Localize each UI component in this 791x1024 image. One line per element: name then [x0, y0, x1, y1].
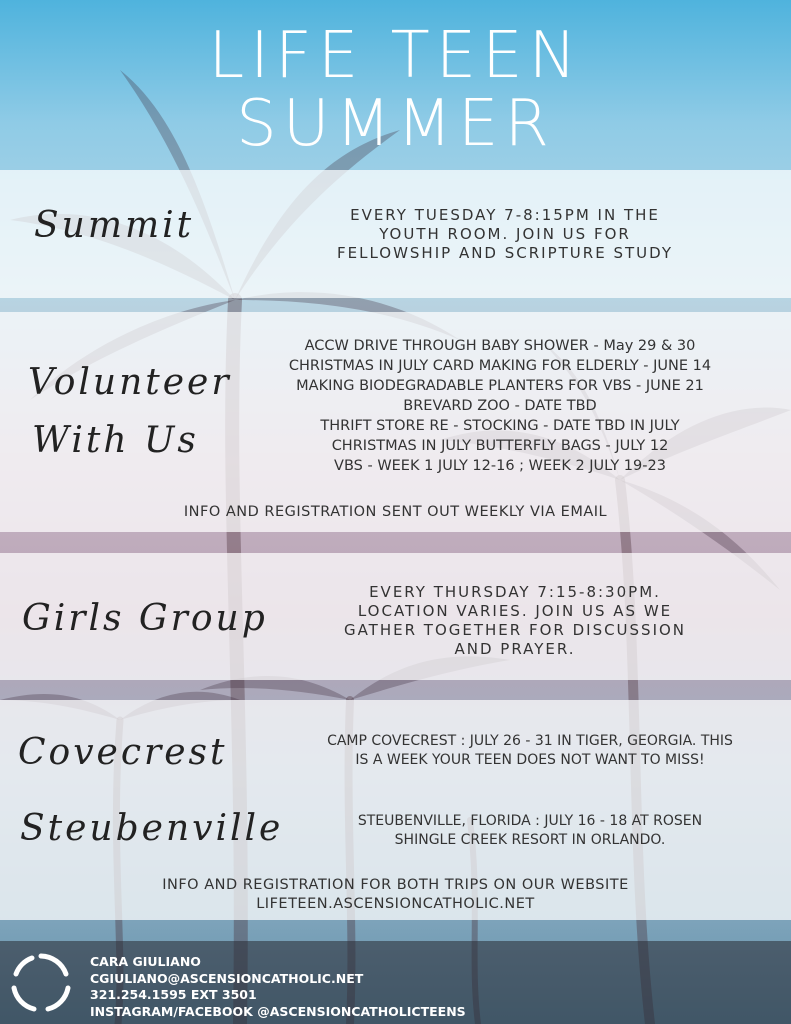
- volunteer-heading-line-2: With Us: [32, 420, 199, 461]
- life-teen-logo-icon: [8, 950, 74, 1016]
- trips-note-line: INFO AND REGISTRATION FOR BOTH TRIPS ON OUR WEBSITE: [162, 877, 629, 893]
- girls-group-heading: Girls Group: [22, 598, 268, 639]
- volunteer-heading-line-1: Volunteer: [28, 362, 232, 403]
- summit-line: EVERY TUESDAY 7-8:15PM IN THE: [350, 206, 660, 224]
- summit-description: [300, 206, 710, 263]
- steubenville-heading: Steubenville: [20, 808, 284, 849]
- girls-group-line: EVERY THURSDAY 7:15-8:30PM.: [369, 583, 661, 601]
- volunteer-item: VBS - WEEK 1 JULY 12-16 ; WEEK 2 JULY 19-23: [334, 458, 666, 474]
- steubenville-description: [300, 812, 760, 850]
- summit-line: YOUTH ROOM. JOIN US FOR: [379, 225, 631, 243]
- summit-line: FELLOWSHIP AND SCRIPTURE STUDY: [336, 244, 673, 262]
- girls-group-line: LOCATION VARIES. JOIN US AS WE: [357, 602, 673, 620]
- trips-note-website: LIFETEEN.ASCENSIONCATHOLIC.NET: [256, 896, 535, 912]
- trips-note: [80, 876, 711, 914]
- steubenville-line: STEUBENVILLE, FLORIDA : JULY 16 - 18 AT ROSEN: [357, 813, 703, 829]
- covecrest-heading: Covecrest: [18, 732, 228, 773]
- volunteer-item: CHRISTMAS IN JULY BUTTERFLY BAGS - JULY 12: [331, 438, 669, 454]
- title-line-1: LIFE TEEN: [208, 19, 583, 93]
- contact-social: INSTAGRAM/FACEBOOK @ASCENSIONCATHOLICTEENS: [90, 1003, 466, 1019]
- volunteer-item: MAKING BIODEGRADABLE PLANTERS FOR VBS - JUNE 21: [296, 378, 704, 394]
- covecrest-line: CAMP COVECREST : JULY 26 - 31 IN TIGER, GEORGIA. THIS: [327, 733, 733, 749]
- volunteer-item: BREVARD ZOO - DATE TBD: [403, 398, 597, 414]
- covecrest-line: IS A WEEK YOUR TEEN DOES NOT WANT TO MISS!: [355, 752, 705, 768]
- contact-phone: 321.254.1595 EXT 3501: [90, 987, 257, 1002]
- girls-group-description: [305, 583, 725, 659]
- title-line-2: SUMMER: [236, 87, 555, 161]
- contact-name: CARA GIULIANO: [90, 954, 201, 969]
- covecrest-description: [270, 732, 790, 770]
- volunteer-item: THRIFT STORE RE - STOCKING - DATE TBD IN JULY: [320, 418, 680, 434]
- girls-group-line: AND PRAYER.: [454, 640, 576, 658]
- contact-info: [90, 954, 466, 1020]
- volunteer-list: [220, 336, 780, 476]
- steubenville-line: SHINGLE CREEK RESORT IN ORLANDO.: [394, 832, 666, 848]
- girls-group-line: GATHER TOGETHER FOR DISCUSSION: [343, 621, 687, 639]
- summit-heading: Summit: [34, 205, 195, 246]
- volunteer-item: CHRISTMAS IN JULY CARD MAKING FOR ELDERLY - JUNE 14: [288, 358, 712, 374]
- volunteer-item: ACCW DRIVE THROUGH BABY SHOWER - May 29 & 30: [304, 338, 696, 354]
- contact-email[interactable]: CGIULIANO@ASCENSIONCATHOLIC.NET: [90, 970, 364, 986]
- volunteer-note: INFO AND REGISTRATION SENT OUT WEEKLY VIA EMAIL: [183, 504, 608, 520]
